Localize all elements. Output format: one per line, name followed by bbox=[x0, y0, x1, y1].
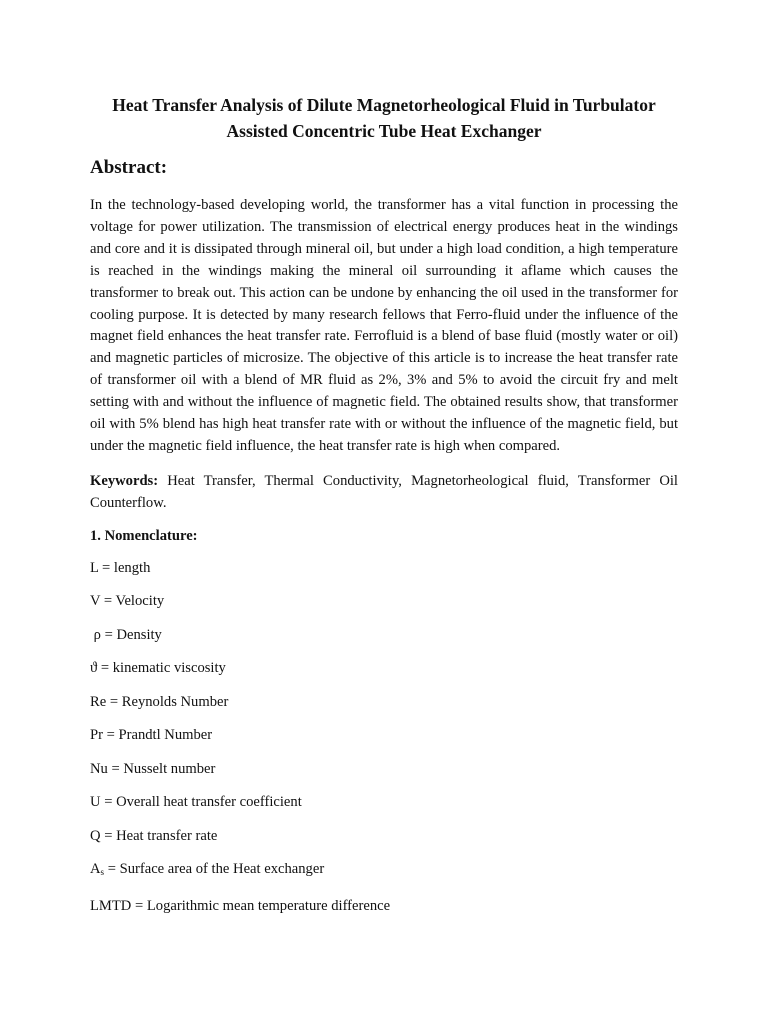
keywords-label: Keywords: bbox=[90, 472, 159, 489]
as-symbol: A bbox=[90, 861, 101, 878]
keywords-text: Heat Transfer, Thermal Conductivity, Magnetorheological fluid, Transformer Oil Counterflow. bbox=[90, 472, 678, 511]
nomenclature-heading: 1. Nomenclature: bbox=[90, 527, 198, 544]
paper-title bbox=[90, 92, 678, 144]
document-page bbox=[90, 92, 678, 929]
nomenclature-item: ϑ = kinematic viscosity bbox=[90, 660, 226, 677]
title-line-2: Assisted Concentric Tube Heat Exchanger bbox=[226, 121, 542, 141]
nomenclature-item: Nu = Nusselt number bbox=[90, 760, 216, 777]
nomenclature-item: Pr = Prandtl Number bbox=[90, 727, 213, 744]
keywords bbox=[90, 471, 678, 515]
abstract-text: In the technology-based developing world, the transformer has a vital function in processing the voltage for power utilization. The transmission of electrical energy produces heat in the windings and core and it is dissipated through mineral oil, but under a high load condition, a high temperature is reached in the windings making the mineral oil surrounding it aflame which causes the transformer to break out. This action can be undone by enhancing the oil used in the transformer for cooling purpose. It is detected by many research fellows that Ferro-fluid under the influence of the magnet field enhances the heat transfer rate. Ferrofluid is a blend of base fluid (mostly water or oil) and magnetic particles of microsize. The objective of this article is to increase the heat transfer rate of transformer oil with a blend of MR fluid as 2%, 3% and 5% to avoid the circuit fry and melt setting with and without the influence of magnetic field. The obtained results show, that transformer oil with 5% blend has high heat transfer rate with or without the influence of the magnetic field, but under the magnetic field influence, the heat transfer rate is high when compared. bbox=[90, 197, 678, 454]
nomenclature-item: V = Velocity bbox=[90, 593, 165, 610]
as-definition: = Surface area of the Heat exchanger bbox=[104, 861, 325, 878]
title-line-1: Heat Transfer Analysis of Dilute Magnetorheological Fluid in Turbulator bbox=[112, 95, 656, 115]
nomenclature-item: Re = Reynolds Number bbox=[90, 693, 229, 710]
nomenclature-item: LMTD = Logarithmic mean temperature difference bbox=[90, 897, 391, 914]
nomenclature-list bbox=[90, 558, 678, 917]
as-subscript: s bbox=[100, 867, 105, 878]
nomenclature-item: U = Overall heat transfer coefficient bbox=[90, 794, 302, 811]
abstract-heading: Abstract: bbox=[90, 157, 168, 178]
nomenclature-item: Q = Heat transfer rate bbox=[90, 827, 218, 844]
nomenclature-item: ρ = Density bbox=[90, 626, 162, 643]
nomenclature-item: L = length bbox=[90, 559, 151, 576]
nomenclature-item bbox=[90, 859, 678, 883]
